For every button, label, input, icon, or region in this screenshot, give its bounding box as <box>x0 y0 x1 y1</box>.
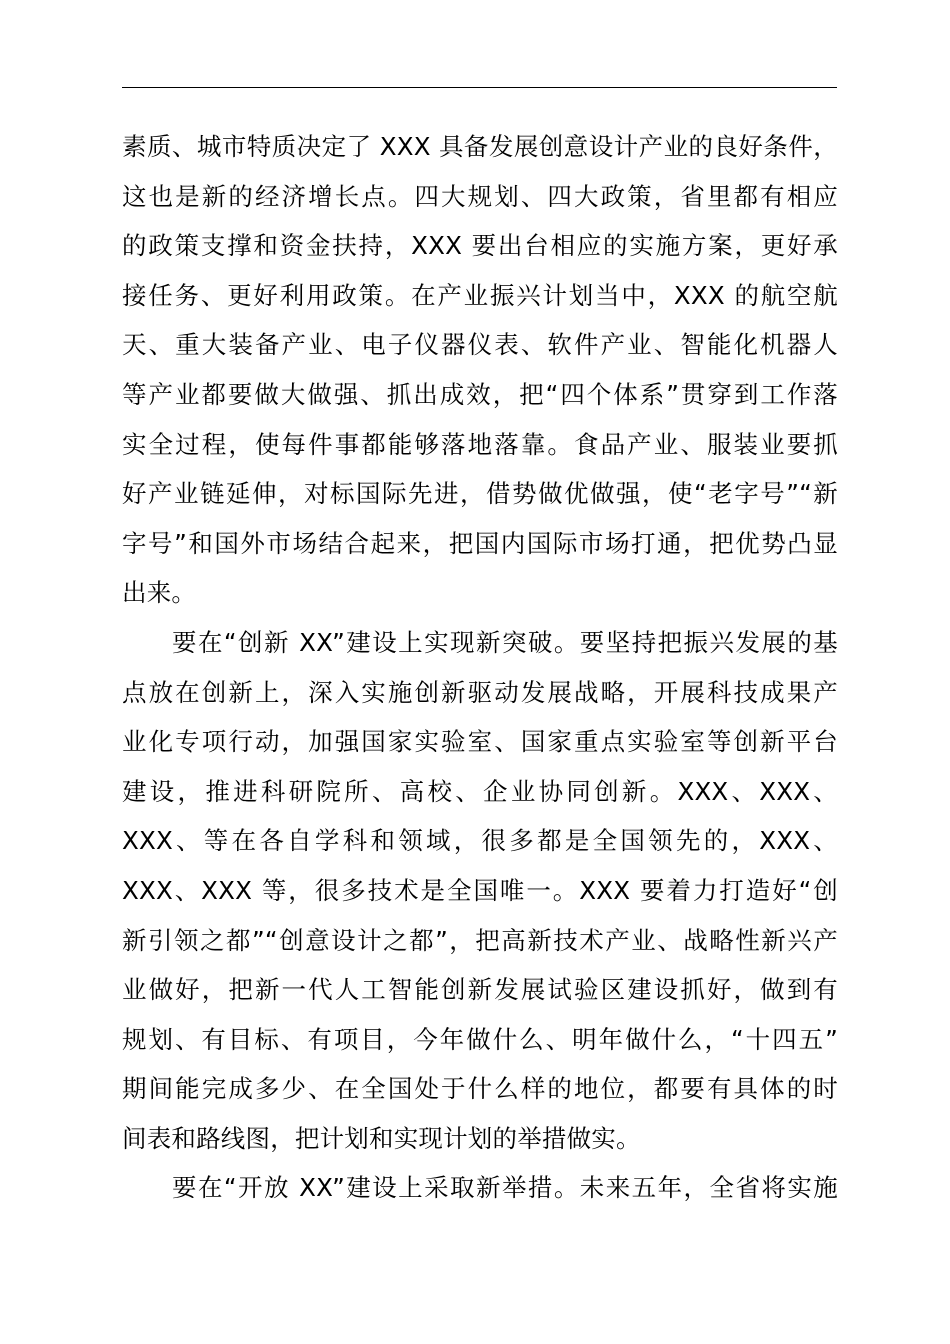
text-line: 实全过程，使每件事都能够落地落靠。食品产业、服装业要抓 <box>122 429 838 459</box>
text-line: 间表和路线图，把计划和实现计划的举措做实。 <box>122 1123 641 1153</box>
text-line: XXX、等在各自学科和领域，很多都是全国领先的，XXX、 <box>122 826 838 856</box>
text-line: 点放在创新上，深入实施创新驱动发展战略，开展科技成果产 <box>122 677 838 707</box>
text-line: 业做好，把新一代人工智能创新发展试验区建设抓好，做到有 <box>122 975 838 1005</box>
text-line: 字号”和国外市场结合起来，把国内国际市场打通，把优势凸显 <box>122 528 838 558</box>
text-line: 新引领之都”“创意设计之都”，把高新技术产业、战略性新兴产 <box>122 925 838 955</box>
text-line: 要在“创新 XX”建设上实现新突破。要坚持把振兴发展的基 <box>172 627 838 657</box>
text-line: 接任务、更好利用政策。在产业振兴计划当中，XXX 的航空航 <box>122 280 838 310</box>
text-line: 等产业都要做大做强、抓出成效，把“四个体系”贯穿到工作落 <box>122 379 838 409</box>
text-line: 要在“开放 XX”建设上采取新举措。未来五年，全省将实施 <box>172 1173 838 1203</box>
header-rule <box>122 87 837 88</box>
text-line: 期间能完成多少、在全国处于什么样的地位，都要有具体的时 <box>122 1074 838 1104</box>
text-line: 素质、城市特质决定了 XXX 具备发展创意设计产业的良好条件， <box>122 132 838 161</box>
text-line: XXX、XXX 等，很多技术是全国唯一。XXX 要着力打造好“创 <box>122 875 838 905</box>
text-line: 天、重大装备产业、电子仪器仪表、软件产业、智能化机器人 <box>122 330 838 360</box>
text-line: 规划、有目标、有项目，今年做什么、明年做什么，“十四五” <box>122 1024 838 1054</box>
text-line: 的政策支撑和资金扶持，XXX 要出台相应的实施方案，更好承 <box>122 231 838 261</box>
text-line: 出来。 <box>122 578 197 608</box>
text-line: 业化专项行动，加强国家实验室、国家重点实验室等创新平台 <box>122 727 838 757</box>
text-line: 好产业链延伸，对标国际先进，借势做优做强，使“老字号”“新 <box>122 479 838 509</box>
text-line: 建设，推进科研院所、高校、企业协同创新。XXX、XXX、 <box>122 776 838 806</box>
body-text <box>122 122 838 1213</box>
text-line: 这也是新的经济增长点。四大规划、四大政策，省里都有相应 <box>122 181 838 211</box>
